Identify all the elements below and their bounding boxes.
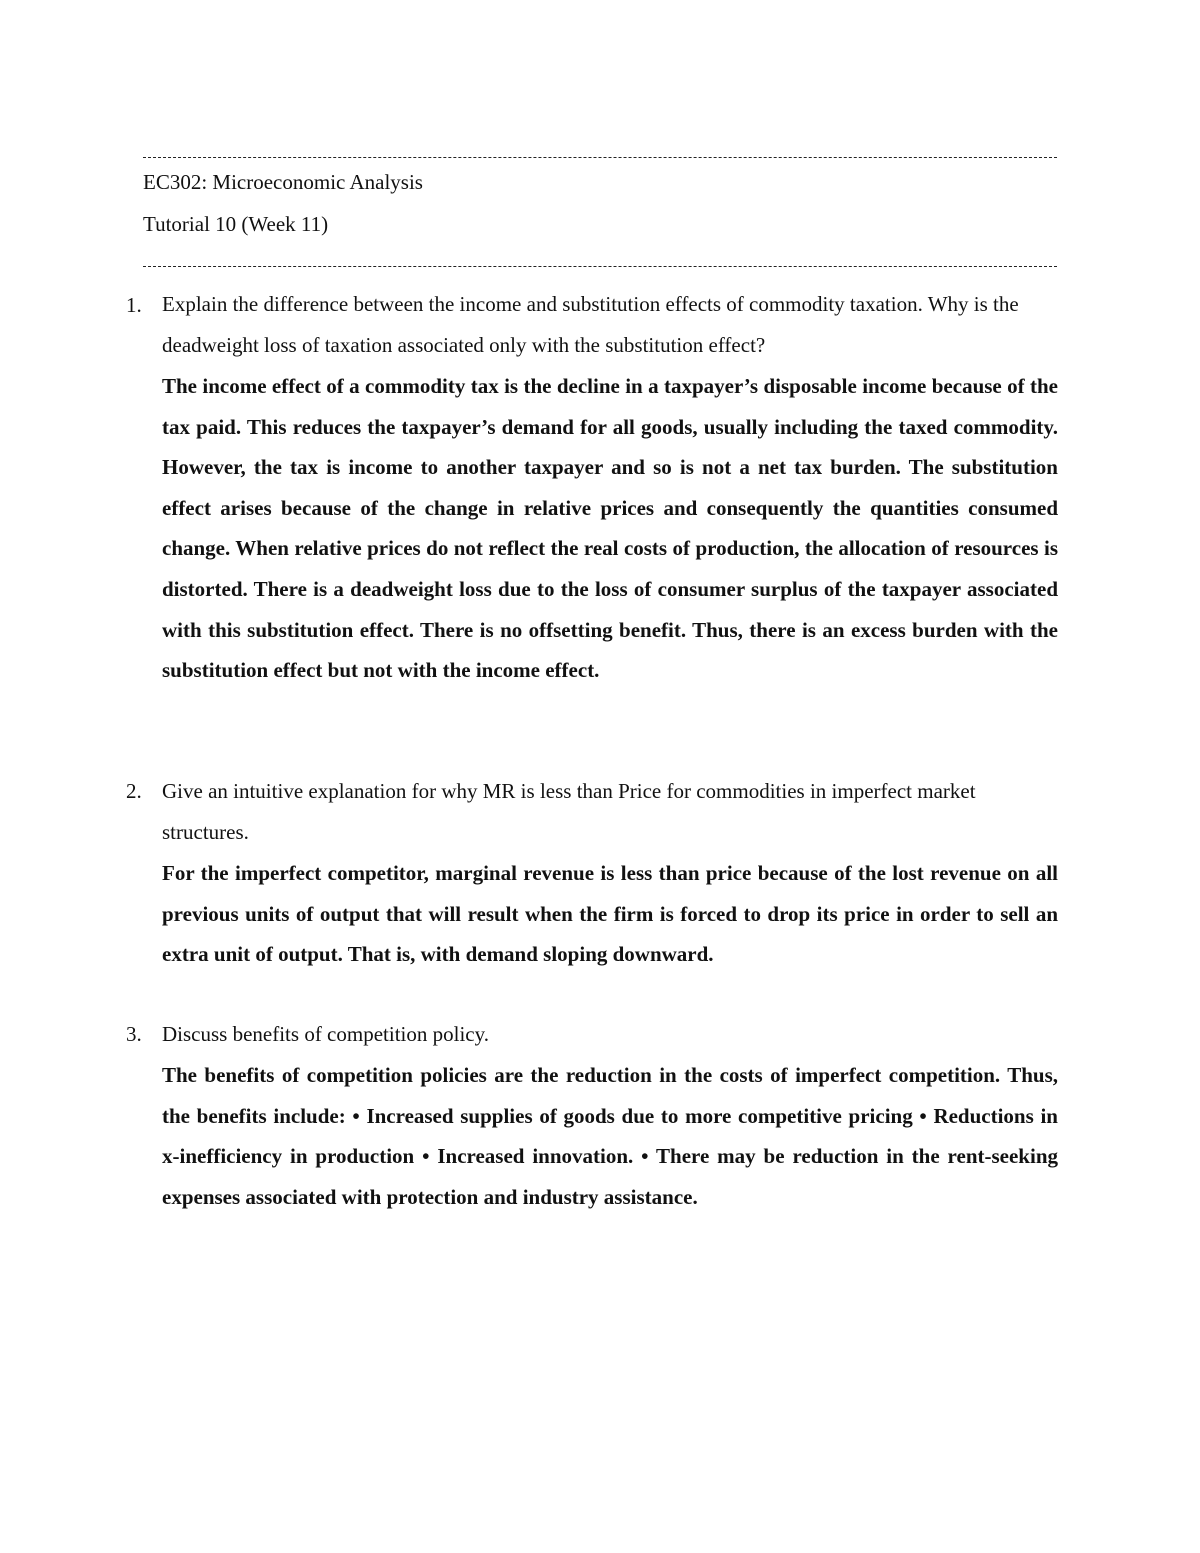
question-3-text: Discuss benefits of competition policy. [162, 1022, 489, 1046]
question-3-block [162, 1014, 1058, 1217]
question-3-number: 3. [126, 1022, 142, 1046]
question-2-number: 2. [126, 779, 142, 803]
course-title: EC302: Microeconomic Analysis [143, 170, 423, 194]
answer-3-text: The benefits of competition policies are the reduction in the costs of imperfect competition. Thus, the benefits include: • Increased supplies of goods due to more competitive pricing • Reductions in x-inefficiency in production • Increased innovation. • There may be reduction in the rent-seeking expenses associated with protection and industry assistance. [162, 1063, 1058, 1209]
answer-2-text: For the imperfect competitor, marginal revenue is less than price because of the lost revenue on all previous units of output that will result when the firm is forced to drop its price in order to sell an extra unit of output. That is, with demand sloping downward. [162, 861, 1058, 967]
top-dashed-divider [143, 157, 1057, 158]
answer-1-text: The income effect of a commodity tax is the decline in a taxpayer’s disposable income because of the tax paid. This reduces the taxpayer’s demand for all goods, usually including the taxed commodity. However, the tax is income to another taxpayer and so is not a net tax burden. The substitution effect arises because of the change in relative prices and consequently the quantities consumed change. When relative prices do not reflect the real costs of production, the allocation of resources is distorted. There is a deadweight loss due to the loss of consumer surplus of the taxpayer associated with this substitution effect. There is no offsetting benefit. Thus, there is an excess burden with the substitution effect but not with the income effect. [162, 374, 1058, 683]
question-1-number: 1. [126, 293, 142, 317]
question-2-block [162, 771, 1058, 975]
question-2-text: Give an intuitive explanation for why MR is less than Price for commodities in imperfect market structures. [162, 779, 976, 844]
question-1-block [162, 284, 1058, 691]
tutorial-title: Tutorial 10 (Week 11) [143, 212, 329, 236]
bottom-dashed-divider [143, 266, 1057, 267]
question-1-text: Explain the difference between the income and substitution effects of commodity taxation. Why is the deadweight loss of taxation associated only with the substitution effect? [162, 292, 1019, 357]
